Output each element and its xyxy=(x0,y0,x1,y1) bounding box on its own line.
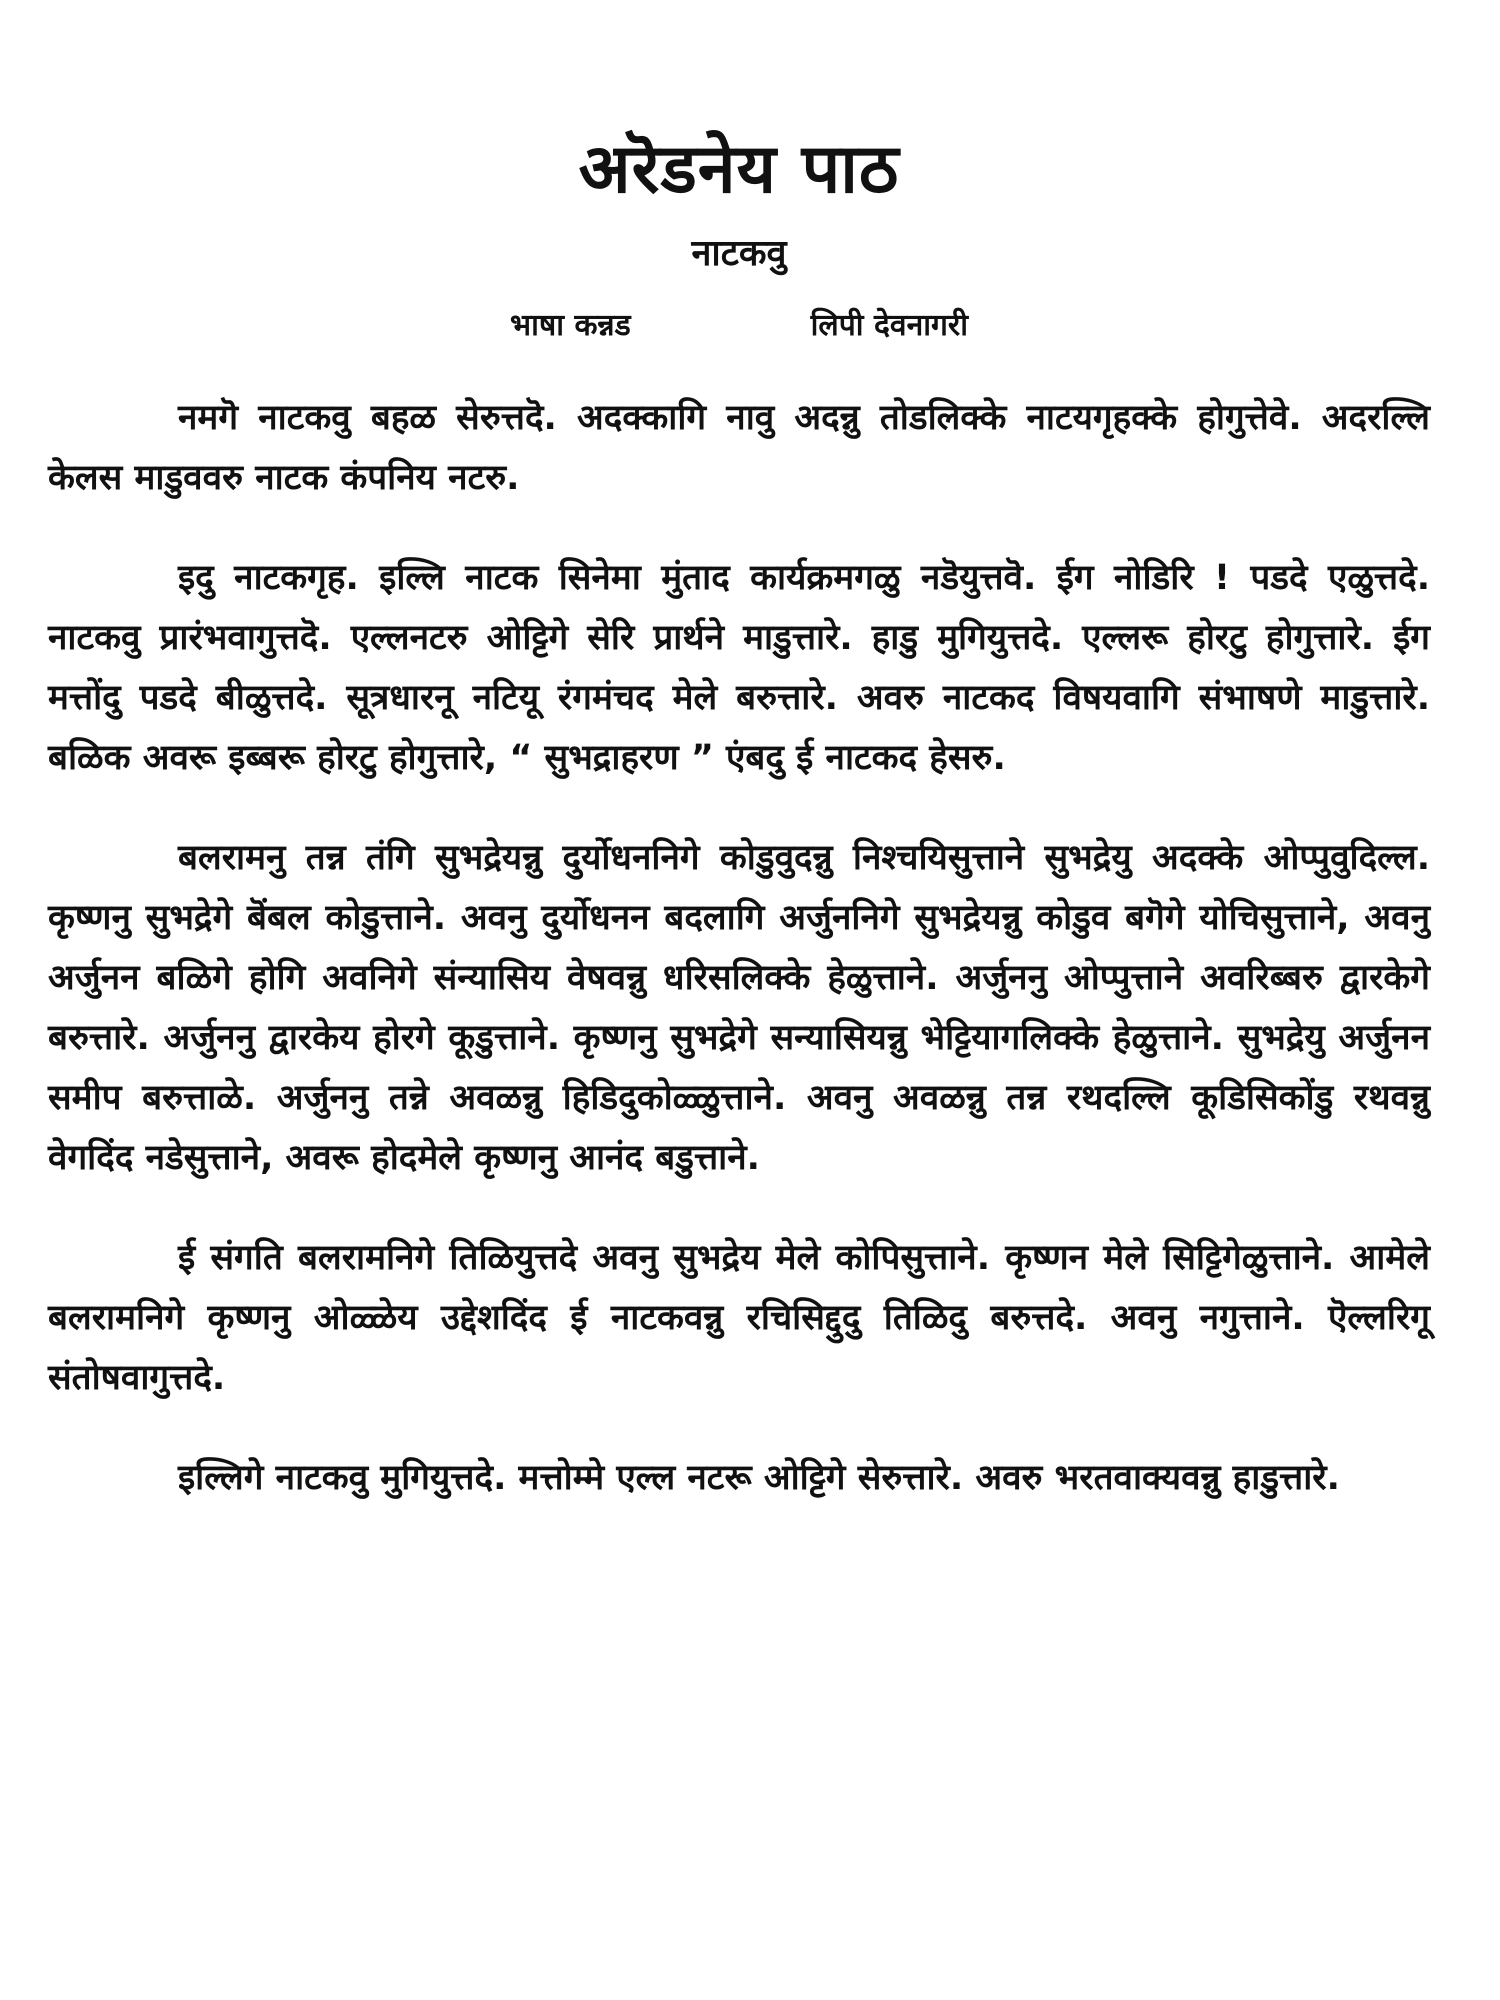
lesson-subtitle: नाटकवु xyxy=(691,233,787,274)
paragraph-5: इल्लिगे नाटकवु मुगियुत्तदे. मत्तोम्मे एल्ल नटरू ओट्टिगे सेरुत्तारे. अवरु भरतवाक्यवन्नु हाडुत्तारे. xyxy=(178,1458,1340,1498)
paragraph-2: इदु नाटकगृह. इल्लि नाटक सिनेमा मुंताद कार्यक्रमगळु नडॆयुत्तवॆ. ईग नोडिरि ! पडदे एळुत्तदे. नाटकवु प्रारंभवागुत्तदॆ. एल्लनटरु ओट्टिगे सेरि प्रार्थने माडुत्तारे. हाडु मुगियुत्तदे. एल्लरू होरटु होगुत्तारे. ईग मत्तोंदु पडदे बीळुत्तदे. सूत्रधारनू नटियू रंगमंचद मेले बरुत्तारे. अवरु नाटकद विषयवागि संभाषणे माडुत्तारे. बळिक अवरू इब्बरू होरटु होगुत्तारे, “ सुभद्राहरण ” एंबदु ई नाटकद हेसरु. xyxy=(48,558,1430,778)
lesson-title: अरॆडनेय पाठ xyxy=(578,130,900,209)
paragraph-4: ई संगति बलरामनिगे तिळियुत्तदे अवनु सुभद्रेय मेले कोपिसुत्ताने. कृष्णन मेले सिट्टिगेळुत्ताने. आमेले बलरामनिगे कृष्णनु ओळ्ळेय उद्देशदिंद ई नाटकवन्नु रचिसिद्दुदु तिळिदु बरुत्तदे. अवनु नगुत्ताने. ऎल्लरिगू संतोषवागुत्तदे. xyxy=(48,1238,1430,1398)
lesson-body xyxy=(48,388,1430,1508)
paragraph-1: नमगॆ नाटकवु बहळ सेरुत्तदॆ. अदक्कागि नावु अदन्नु तोडलिक्के नाटयगृहक्के होगुत्तेवे. अदरल्लि केलस माडुववरु नाटक कंपनिय नटरु. xyxy=(48,398,1430,498)
language-script-line xyxy=(48,306,1430,346)
language-label: भाषा कन्नड xyxy=(510,308,631,343)
paragraph-3: बलरामनु तन्न तंगि सुभद्रेयन्नु दुर्योधननिगे कोडुवुदन्नु निश्चयिसुत्ताने सुभद्रेयु अदक्के ओप्पुवुदिल्ल. कृष्णनु सुभद्रेगे बॆंबल कोडुत्ताने. अवनु दुर्योधनन बदलागि अर्जुननिगे सुभद्रेयन्नु कोडुव बगॆगे योचिसुत्ताने, अवनु अर्जुनन बळिगे होगि अवनिगे संन्यासिय वेषवन्नु धरिसलिक्के हेळुत्ताने. अर्जुननु ओप्पुत्ताने अवरिब्बरु द्वारकेगे बरुत्तारे. अर्जुननु द्वारकेय होरगे कूडुत्ताने. कृष्णनु सुभद्रेगे सन्यासियन्नु भेट्टियागलिक्के हेळुत्ताने. सुभद्रेयु अर्जुनन समीप बरुत्ताळे. अर्जुननु तन्ने अवळन्नु हिडिदुकोळ्ळुत्ताने. अवनु अवळन्नु तन्न रथदल्लि कूडिसिकोंडु रथवन्नु वेगदिंद नडेसुत्ताने, अवरू होदमेले कृष्णनु आनंद बडुत्ताने. xyxy=(48,838,1430,1178)
script-label: लिपी देवनागरी xyxy=(810,308,968,343)
